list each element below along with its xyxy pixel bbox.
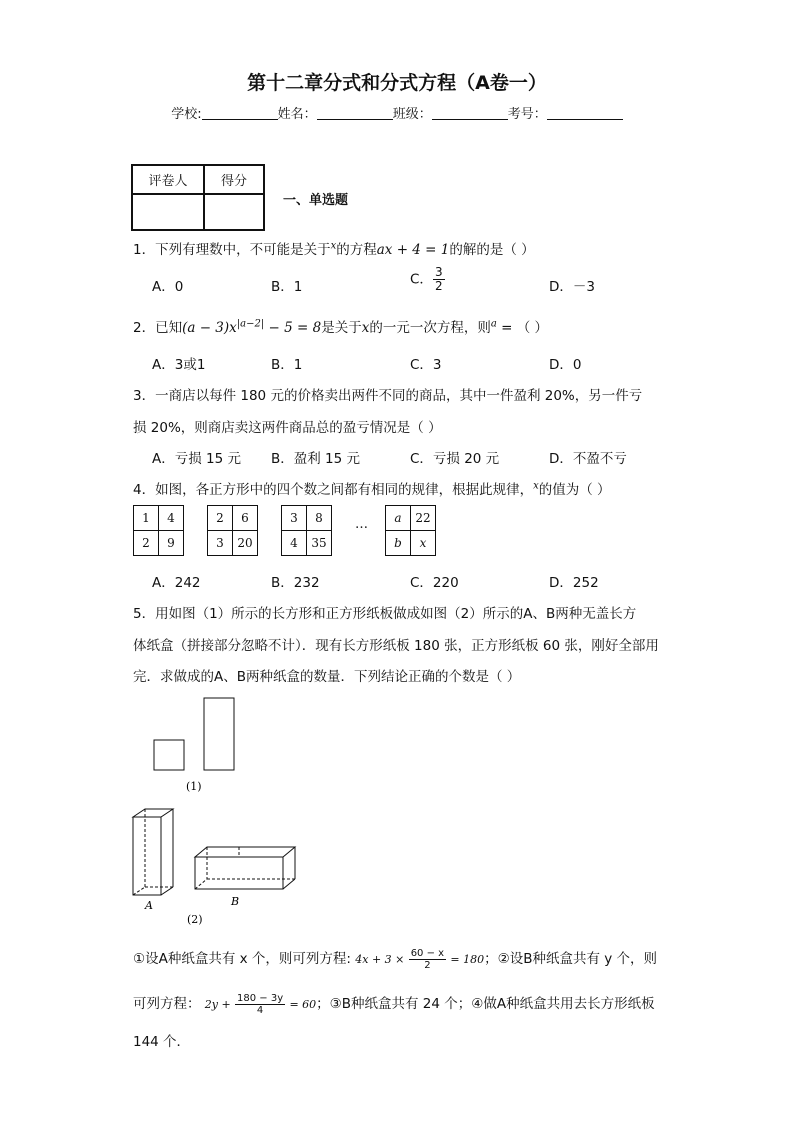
grader-header: 评卷人 (132, 165, 204, 194)
class-blank[interactable] (432, 105, 508, 120)
statement-1-eq-a: 4x + 3 × (355, 953, 405, 966)
q1-mid: 的方程 (336, 242, 377, 258)
statement-2-eq-b: = 60 (289, 998, 317, 1011)
score-table (131, 164, 265, 231)
q1-var: x (330, 240, 337, 252)
question-5-line-3: 完．求做成的A、B两种纸盒的数量．下列结论正确的个数是（ ） (133, 669, 521, 685)
statement-2-den: 4 (256, 1004, 264, 1016)
rectangle-board (204, 698, 234, 770)
square-board (154, 740, 184, 770)
square-cell: 9 (159, 531, 184, 556)
square-cell: 8 (307, 506, 332, 531)
school-label: 学校: (171, 107, 202, 122)
q4-option-d[interactable]: D．252 (549, 575, 599, 591)
square-cell: 2 (134, 531, 159, 556)
section-heading: 一、单选题 (283, 193, 349, 208)
number-square-3 (281, 505, 332, 556)
statement-1-eq-b: = 180 (450, 953, 485, 966)
q2-option-a[interactable]: A．3或1 (152, 357, 206, 373)
square-cell: b (386, 531, 411, 556)
number-square-1 (133, 505, 184, 556)
student-info-line (0, 103, 794, 122)
q1-frac-den: 2 (434, 279, 443, 294)
q2-avar: a (490, 318, 497, 330)
box-b-label: B (231, 895, 240, 908)
statement-2-text: ；②设B种纸盒共有 y 个，则 (484, 951, 658, 967)
question-4 (133, 478, 611, 498)
q3-option-b[interactable]: B．盈利 15 元 (271, 451, 361, 467)
q2-prefix: 2．已知 (133, 320, 183, 336)
q4-suffix: 的值为（ ） (538, 482, 611, 498)
q2-option-d[interactable]: D．0 (549, 357, 582, 373)
box-a (133, 809, 173, 895)
q2-option-c[interactable]: C．3 (410, 357, 442, 373)
statement-line-1 (133, 947, 657, 971)
exam-no-label: 考号： (507, 107, 547, 122)
q2-equation: (a − 3)x (182, 320, 237, 336)
statement-1-fraction (409, 948, 446, 971)
statement-2-num: 180 − 3y (237, 992, 284, 1004)
question-5-line-1: 5．用如图（1）所示的长方形和正方形纸板做成如图（2）所示的A、B两种无盖长方 (133, 606, 637, 622)
school-blank[interactable] (202, 105, 278, 120)
page-title: 第十二章分式和分式方程（A卷一） (247, 72, 547, 94)
q4-option-a[interactable]: A．242 (152, 575, 201, 591)
q1-option-d[interactable]: D．－3 (549, 279, 595, 295)
q4-option-b[interactable]: B．232 (271, 575, 320, 591)
q1-suffix: 的解的是（ ） (449, 242, 535, 258)
score-cell[interactable] (204, 194, 264, 230)
statement-1-den: 2 (424, 959, 431, 971)
square-cell: a (386, 506, 411, 531)
q1-option-c-label: C． (410, 271, 433, 288)
q1-option-c[interactable] (410, 266, 445, 293)
square-cell: 3 (208, 531, 233, 556)
figure-2-boxes (125, 805, 310, 925)
square-cell: 3 (282, 506, 307, 531)
q4-var: x (533, 480, 539, 492)
score-header: 得分 (204, 165, 264, 194)
question-3-line-1: 3．一商店以每件 180 元的价格卖出两件不同的商品，其中一件盈利 20%，另一件亏 (133, 388, 643, 404)
q2-suffix1: 的一元一次方程，则 (369, 320, 491, 336)
q1-frac-num: 3 (434, 265, 443, 279)
q3-option-d[interactable]: D．不盈不亏 (549, 451, 627, 467)
q3-option-c[interactable]: C．亏损 20 元 (410, 451, 500, 467)
statement-1-text: ①设A种纸盒共有 x 个，则可列方程: (133, 951, 351, 967)
square-cell: 6 (233, 506, 258, 531)
q2-exponent: |a−2| (236, 318, 265, 330)
question-1 (133, 238, 535, 258)
question-5-line-2: 体纸盒（拼接部分忽略不计）．现有长方形纸板 180 张，正方形纸板 60 张，刚好全部用 (133, 638, 659, 654)
square-cell: 4 (282, 531, 307, 556)
exam-no-blank[interactable] (547, 105, 623, 120)
q3-option-a[interactable]: A．亏损 15 元 (152, 451, 241, 467)
number-square-4 (385, 505, 436, 556)
class-label: 班级： (392, 107, 432, 122)
q1-option-b[interactable]: B．1 (271, 279, 303, 295)
square-cell: 1 (134, 506, 159, 531)
q1-equation: ax + 4 = 1 (376, 242, 450, 258)
question-2 (133, 316, 548, 336)
statement-2-eq-a: 2y + (204, 998, 231, 1011)
q1-fraction (433, 266, 445, 293)
figure-2-label: (2) (187, 913, 203, 925)
q1-prefix: 1．下列有理数中，不可能是关于 (133, 242, 331, 258)
q4-option-c[interactable]: C．220 (410, 575, 459, 591)
square-cell: 2 (208, 506, 233, 531)
q2-var: x (361, 320, 370, 336)
square-cell: x (411, 531, 436, 556)
q2-equation-tail: − 5 = 8 (264, 320, 322, 336)
statement-2-label: 可列方程： (133, 996, 201, 1012)
statement-1-num: 60 − x (410, 947, 445, 959)
figure-1-label: (1) (186, 780, 202, 793)
square-cell: 4 (159, 506, 184, 531)
statement-line-2 (133, 992, 655, 1016)
box-a-label: A (145, 899, 153, 912)
statement-3-text: ；③B种纸盒共有 24 个；④做A种纸盒共用去长方形纸板 (316, 996, 655, 1012)
question-3-line-2: 损 20%，则商店卖这两件商品总的盈亏情况是（ ） (133, 420, 442, 436)
q4-prefix: 4．如图，各正方形中的四个数之间都有相同的规律，根据此规律， (133, 482, 534, 498)
square-cell: 22 (411, 506, 436, 531)
statement-2-fraction (235, 993, 285, 1016)
q1-option-a[interactable]: A．0 (152, 279, 184, 295)
name-blank[interactable] (317, 105, 393, 120)
q2-suffix2: = （ ） (496, 320, 548, 336)
square-cell: 35 (307, 531, 332, 556)
box-b (195, 847, 295, 889)
number-square-2 (207, 505, 258, 556)
ellipsis: … (355, 517, 368, 532)
square-cell: 20 (233, 531, 258, 556)
q2-mid: 是关于 (321, 320, 362, 336)
statement-line-3: 144 个． (133, 1034, 191, 1050)
q2-option-b[interactable]: B．1 (271, 357, 303, 373)
grader-cell[interactable] (132, 194, 204, 230)
name-label: 姓名： (277, 107, 317, 122)
figure-1-boards (140, 690, 260, 800)
